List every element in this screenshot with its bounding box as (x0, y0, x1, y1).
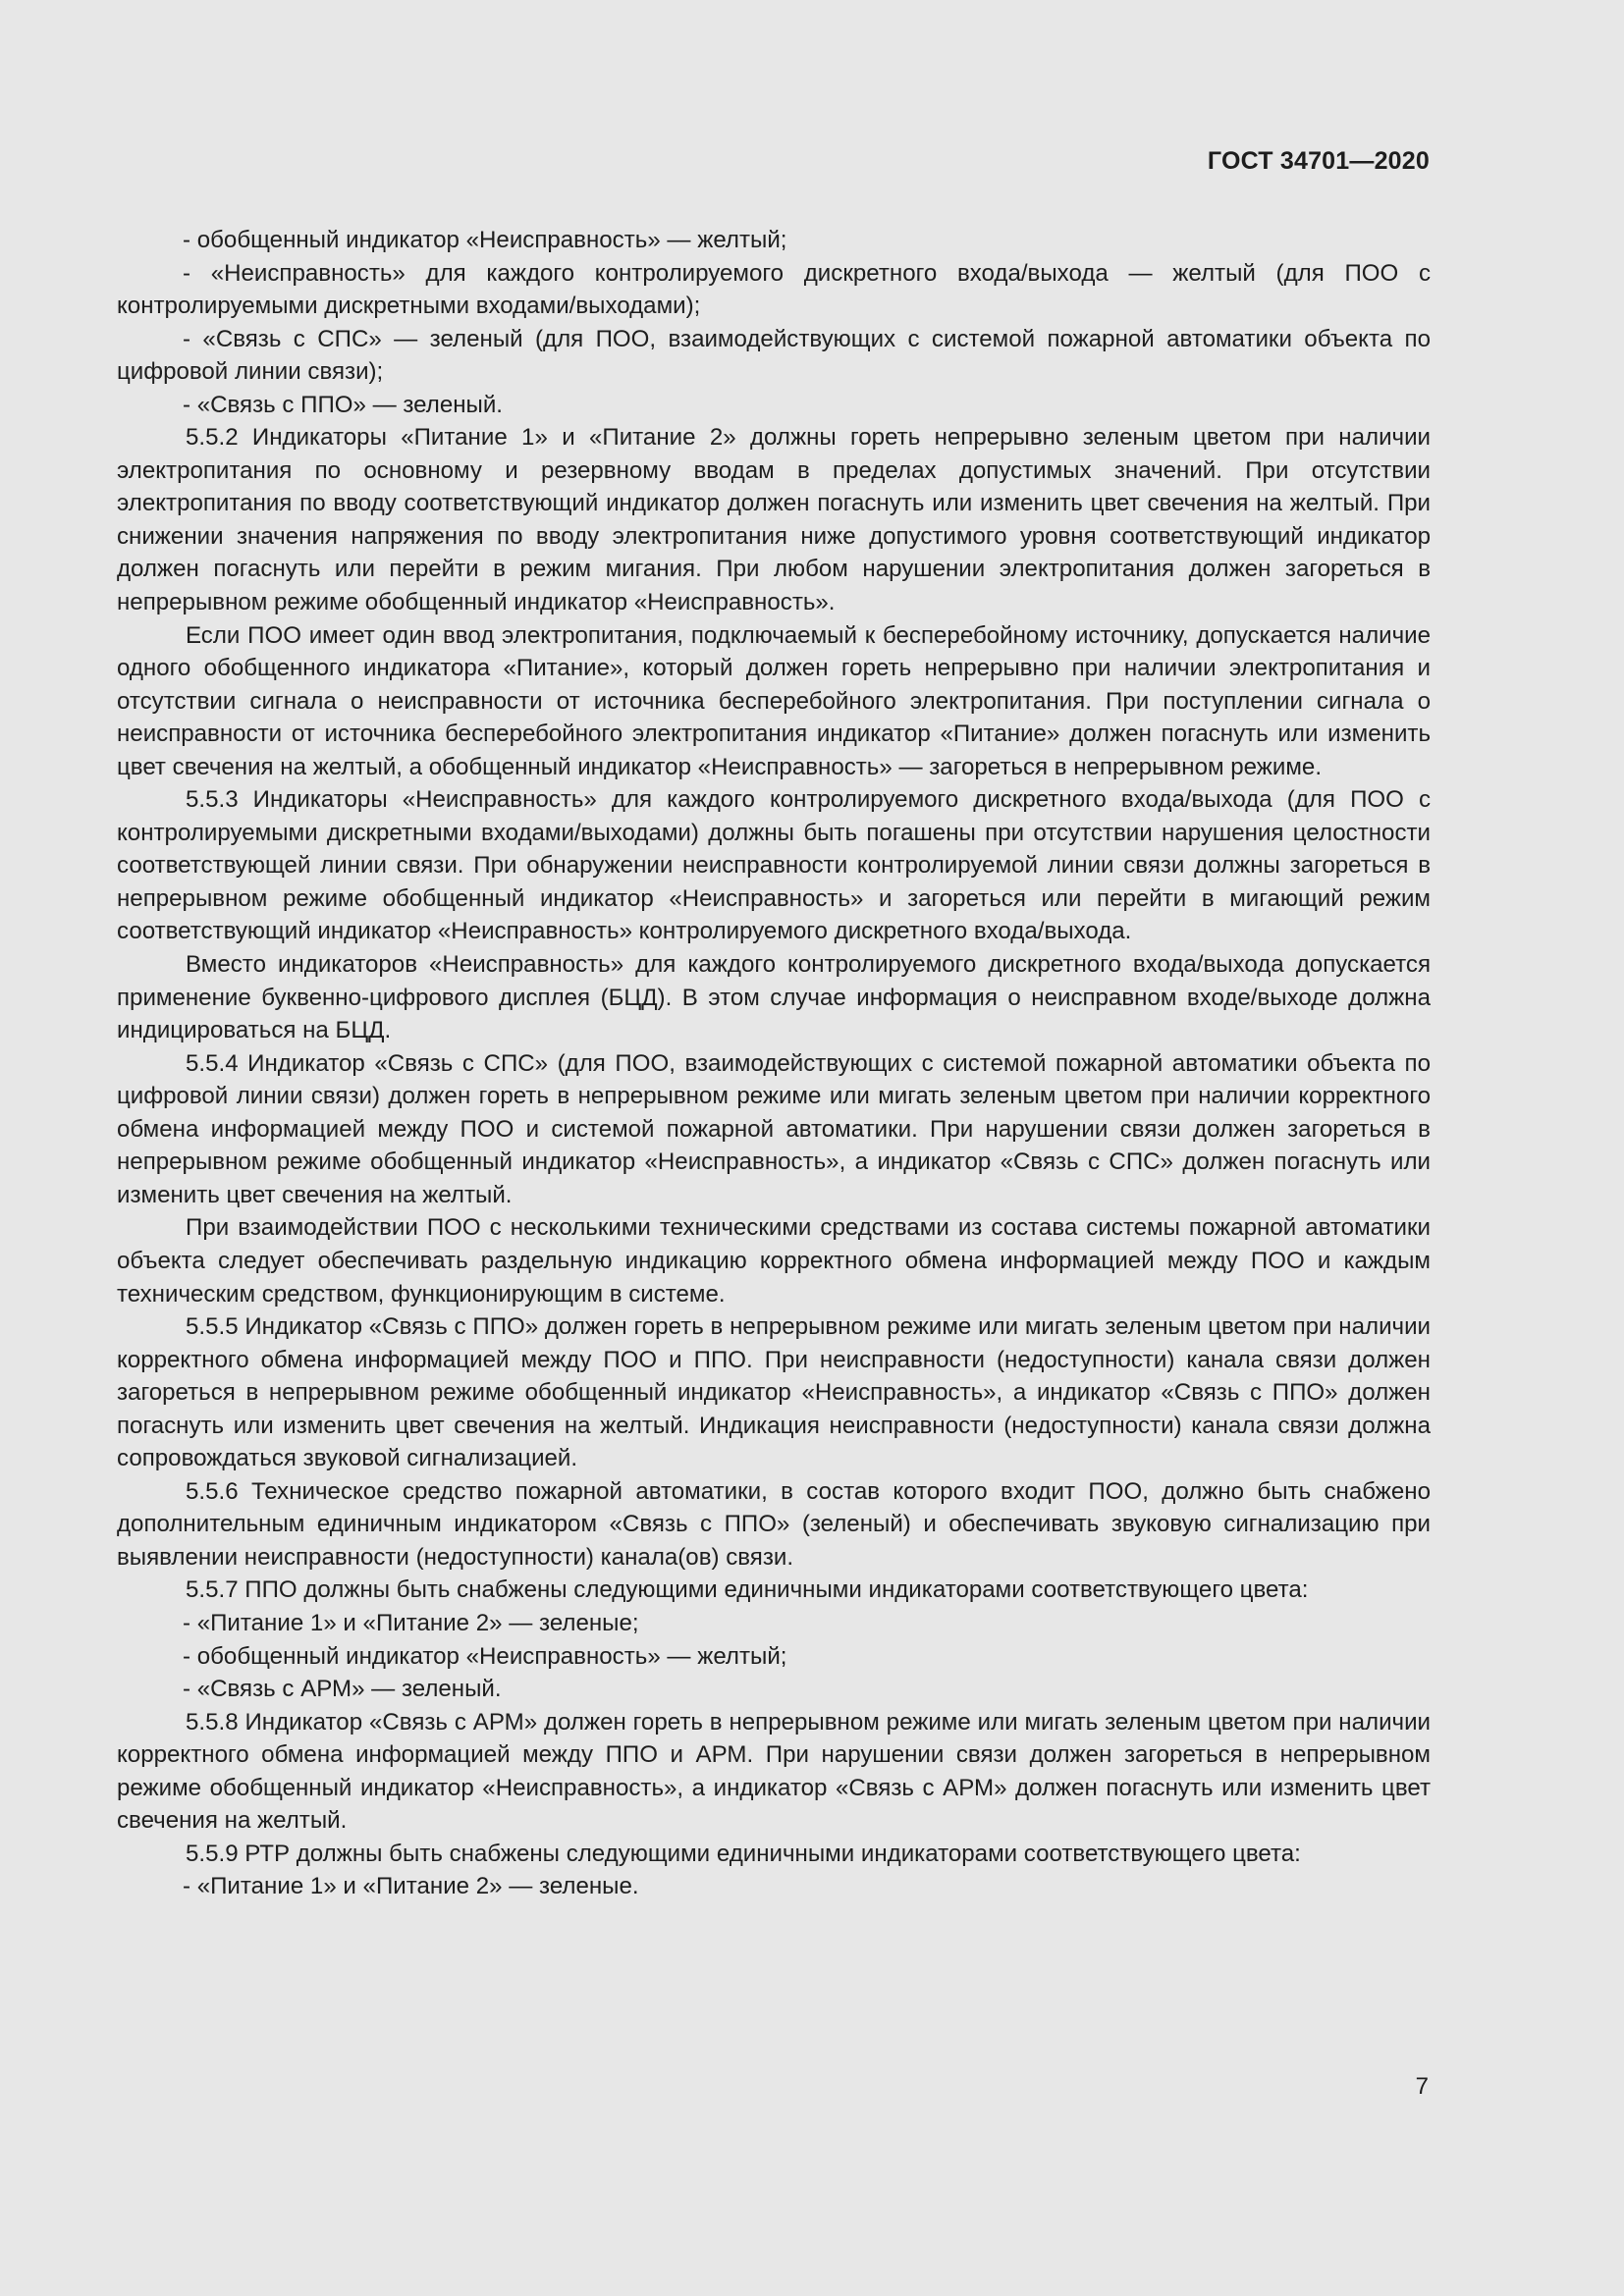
list-item: - «Связь с ППО» — зеленый. (183, 391, 503, 418)
clause-5-5-8: 5.5.8 Индикатор «Связь с АРМ» должен гореть в непрерывном режиме или мигать зеленым цветом при наличии корректного обмена информацией между ППО и АРМ. При нарушении связи должен загореться в непрерывном режиме обобщенный индикатор «Неисправность», а индикатор «Связь с АРМ» должен погаснуть или изменить цвет свечения на желтый. (117, 1708, 1431, 1835)
paragraph-alnum-display: Вместо индикаторов «Неисправность» для каждого контролируемого дискретного входа/выхода допускается применение буквенно-цифрового дисплея (БЦД). В этом случае информация о неисправном входе/выходе должна индицироваться на БЦД. (117, 951, 1431, 1044)
list-item: - «Питание 1» и «Питание 2» — зеленые; (183, 1609, 639, 1636)
list-item: - «Связь с АРМ» — зеленый. (183, 1676, 502, 1703)
paragraph-separate-indication: При взаимодействии ПОО с несколькими техническими средствами из состава системы пожарной автоматики объекта следует обеспечивать раздельную индикацию корректного обмена информацией между ПОО и каждым техническим средством, функционирующим в системе. (117, 1214, 1431, 1308)
document-body (117, 224, 1431, 1903)
page-number: 7 (1415, 2073, 1429, 2100)
list-item: - обобщенный индикатор «Неисправность» — желтый; (183, 227, 787, 253)
clause-5-5-3: 5.5.3 Индикаторы «Неисправность» для каждого контролируемого дискретного входа/выхода (для ПОО с контролируемыми дискретными входами/выходами) должны быть погашены при отсутствии нарушения целостности соответствующей линии связи. При обнаружении неисправности контролируемой линии связи должны загореться в непрерывном режиме обобщенный индикатор «Неисправность» и загореться или перейти в мигающий режим соответствующий индикатор «Неисправность» контролируемого дискретного входа/выхода. (117, 786, 1431, 945)
list-item: - обобщенный индикатор «Неисправность» — желтый; (183, 1642, 787, 1670)
clause-5-5-4: 5.5.4 Индикатор «Связь с СПС» (для ПОО, взаимодействующих с системой пожарной автоматики объекта по цифровой линии связи) должен гореть в непрерывном режиме или мигать зеленым цветом при наличии корректного обмена информацией между ПОО и системой пожарной автоматики. При нарушении связи должен загореться в непрерывном режиме обобщенный индикатор «Неисправность», а индикатор «Связь с СПС» должен погаснуть или изменить цвет свечения на желтый. (117, 1049, 1431, 1208)
clause-5-5-9: 5.5.9 РТР должны быть снабжены следующими единичными индикаторами соответствующего цвета: (186, 1840, 1301, 1867)
list-item: - «Неисправность» для каждого контролируемого дискретного входа/выхода — желтый (для ПОО с контролируемыми дискретными входами/выходами); (117, 259, 1431, 320)
list-item: - «Питание 1» и «Питание 2» — зеленые. (183, 1873, 639, 1900)
clause-5-5-6: 5.5.6 Техническое средство пожарной автоматики, в состав которого входит ПОО, должно быть снабжено дополнительным единичным индикатором «Связь с ППО» (зеленый) и обеспечивать звуковую сигнализацию при выявлении неисправности (недоступности) канала(ов) связи. (117, 1477, 1431, 1571)
clause-5-5-5: 5.5.5 Индикатор «Связь с ППО» должен гореть в непрерывном режиме или мигать зеленым цветом при наличии корректного обмена информацией между ПОО и ППО. При неисправности (недоступности) канала связи должен загореться в непрерывном режиме обобщенный индикатор «Неисправность», а индикатор «Связь с ППО» должен погаснуть или изменить цвет свечения на желтый. Индикация неисправности (недоступности) канала связи должна сопровождаться звуковой сигнализацией. (117, 1313, 1431, 1472)
clause-5-5-7: 5.5.7 ППО должны быть снабжены следующими единичными индикаторами соответствующего цвета: (186, 1576, 1309, 1604)
standard-code-header: ГОСТ 34701—2020 (1207, 147, 1430, 175)
clause-5-5-2: 5.5.2 Индикаторы «Питание 1» и «Питание 2» должны гореть непрерывно зеленым цветом при наличии электропитания по основному и резервному вводам в пределах допустимых значений. При отсутствии электропитания по вводу соответствующий индикатор должен погаснуть или изменить цвет свечения на желтый. При снижении значения напряжения по вводу электропитания ниже допустимого уровня соответствующий индикатор должен погаснуть или перейти в режим мигания. При любом нарушении электропитания должен загореться в непрерывном режиме обобщенный индикатор «Неисправность». (117, 424, 1431, 616)
list-item: - «Связь с СПС» — зеленый (для ПОО, взаимодействующих с системой пожарной автоматики объекта по цифровой линии связи); (117, 325, 1431, 386)
paragraph-single-power-input: Если ПОО имеет один ввод электропитания, подключаемый к бесперебойному источнику, допускается наличие одного обобщенного индикатора «Питание», который должен гореть непрерывно при наличии электропитания и отсутствии сигнала о неисправности от источника бесперебойного электропитания. При поступлении сигнала о неисправности от источника бесперебойного электропитания индикатор «Питание» должен погаснуть или изменить цвет свечения на желтый, а обобщенный индикатор «Неисправность» — загореться в непрерывном режиме. (117, 621, 1431, 780)
